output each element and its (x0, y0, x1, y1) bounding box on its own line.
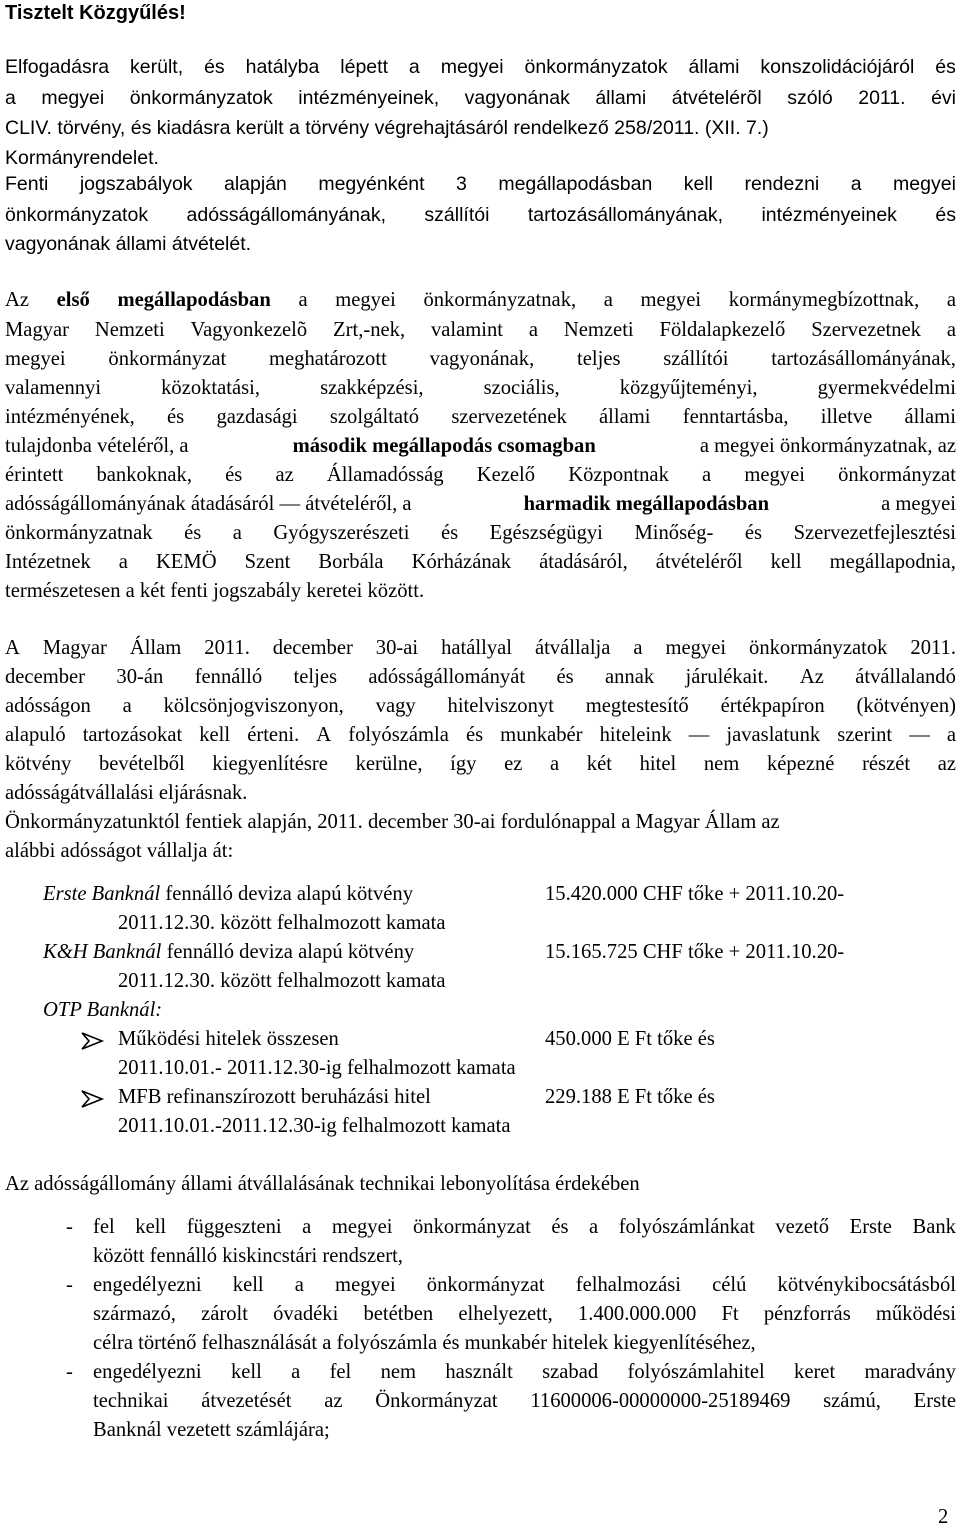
word: szakképzési, (320, 377, 424, 399)
word: A (5, 637, 20, 659)
word: adósságállományának, (186, 204, 386, 226)
word: Vagyonkezelõ (190, 319, 308, 341)
word: szállítói (663, 348, 729, 370)
word: az (275, 464, 294, 486)
word: és (441, 522, 459, 544)
intro-line-6 (5, 204, 956, 227)
word: két (586, 753, 612, 775)
word: technikai (93, 1390, 169, 1412)
word: vagyonának (464, 87, 570, 109)
word: Magyar (42, 637, 107, 659)
intro-line-4: Kormányrendelet. (5, 147, 159, 169)
word: ez (504, 753, 523, 775)
word: kell (770, 551, 802, 573)
word: szervezetének (451, 406, 567, 428)
p3-line-3 (5, 695, 956, 718)
p4-b3-line-3: Banknál vezetett számlájára; (93, 1419, 330, 1441)
word: önkormányzat (426, 1274, 545, 1296)
debt-erste-amount: 15.420.000 CHF tőke + 2011.10.20- (545, 883, 845, 905)
word: december (272, 637, 353, 659)
word: kölcsönjogviszonyon, (163, 695, 344, 717)
word: megyei (893, 173, 956, 195)
word: fenntartásba, (682, 406, 789, 428)
word: átadásáról, (539, 551, 628, 573)
word: annak (605, 666, 655, 688)
word: érteni. (247, 724, 300, 746)
word: a (850, 173, 862, 195)
word: képezné (766, 753, 835, 775)
word: működési (875, 1303, 956, 1325)
p2-line-1: Az első megállapodásban a megyei önkormányzatnak, a megyei kormánymegbízottnak, a (5, 289, 956, 311)
p3-line-7: Önkormányzatunktól fentiek alapján, 2011. december 30-ai fordulónappal a Magyar Állam az (5, 811, 780, 833)
word: értékpapíron (720, 695, 825, 717)
word: megállapodásban (498, 173, 653, 195)
word: érintett (5, 464, 64, 486)
word: kötvénykibocsátásból (777, 1274, 956, 1296)
word: 2011. (858, 87, 906, 109)
word: Államadósság (326, 464, 444, 486)
word: Nemzeti (563, 319, 634, 341)
word: folyószámla (348, 724, 449, 746)
word: és (744, 522, 763, 544)
word: a (5, 87, 16, 109)
word: a (603, 289, 613, 311)
word: a (302, 1216, 312, 1238)
word: kell (232, 1274, 264, 1296)
word: megyei (640, 289, 702, 311)
word: felhalmozási (575, 1274, 681, 1296)
dash-bullet: - (66, 1274, 73, 1296)
debt-otp-1: Működési hitelek összesen (118, 1028, 339, 1050)
word: munkabér (500, 724, 583, 746)
word: Fenti (5, 173, 49, 195)
word: rendezni (744, 173, 820, 195)
word: célú (712, 1274, 747, 1296)
word: önkormányzatnak (5, 522, 153, 544)
word: engedélyezni (93, 1274, 202, 1296)
word: Ft (721, 1303, 739, 1325)
word: a (550, 753, 560, 775)
word: kötvény (5, 753, 72, 775)
word: szállítói (424, 204, 490, 226)
arrow-bullet-icon (80, 1089, 106, 1109)
word: szociális, (483, 377, 560, 399)
word: hitelviszonyt (447, 695, 554, 717)
word: került, (130, 56, 184, 78)
intro-line-3: CLIV. törvény, és kiadásra került a törvény végrehajtásáról rendelkező 258/2011. (XII. 7.) (5, 117, 769, 139)
word: Zrt,-nek, (333, 319, 406, 341)
word: önkormányzatok (524, 56, 668, 78)
intro-line-2 (5, 87, 956, 110)
word: fennálló (194, 666, 263, 688)
word: zárolt (201, 1303, 248, 1325)
word: önkormányzatok (749, 637, 888, 659)
word: évi (931, 87, 956, 109)
word: állami (595, 87, 647, 109)
word: megyei (440, 56, 504, 78)
p2-line-4 (5, 377, 956, 400)
debt-kh-cont: 2011.12.30. között felhalmozott kamata (118, 970, 446, 992)
p2-line-9 (5, 522, 956, 545)
word: Intézetnek (5, 551, 91, 573)
word: Minőség- (634, 522, 714, 544)
word: az (937, 753, 956, 775)
debt-otp-1-amount: 450.000 E Ft tőke és (545, 1028, 715, 1050)
word: vezető (775, 1216, 830, 1238)
word: a (294, 1274, 304, 1296)
debt-kh: K&H Banknál fennálló deviza alapú kötvény (43, 941, 415, 963)
word: december (5, 666, 86, 688)
p3-line-2 (5, 666, 956, 689)
word: és (225, 464, 243, 486)
p4-b1-line-1 (93, 1216, 956, 1239)
word: kerülne, (355, 753, 423, 775)
word: gyermekvédelmi (817, 377, 956, 399)
word: hiteleink (599, 724, 672, 746)
p4-b3-line-2 (93, 1390, 956, 1413)
word: maradvány (864, 1361, 956, 1383)
word: tartozásállományának, (771, 348, 956, 370)
word: kell (199, 724, 231, 746)
word: valamennyi (5, 377, 102, 399)
word: és (167, 406, 185, 428)
debt-kh-amount: 15.165.725 CHF tőke + 2011.10.20- (545, 941, 845, 963)
word: közoktatási, (161, 377, 261, 399)
word: önkormányzat (108, 348, 227, 370)
word: megyénként (318, 173, 425, 195)
p3-line-8: alábbi adósságot vállalja át: (5, 840, 234, 862)
word: átvezetését (201, 1390, 292, 1412)
word: hatállyal (441, 637, 512, 659)
word: bevételből (99, 753, 185, 775)
p4-b2-line-3: célra történő felhasználását a folyószámla és munkabér hitelek kiegyenlítéséhez, (93, 1332, 756, 1354)
word: 2011. (910, 637, 956, 659)
word: a (633, 637, 643, 659)
word: megállapodnia, (829, 551, 956, 573)
word: átvállalja (534, 637, 611, 659)
p2-line-3 (5, 348, 956, 371)
word: A (316, 724, 332, 746)
dash-bullet: - (66, 1216, 73, 1238)
word: elhelyezett, (458, 1303, 553, 1325)
debt-erste-cont: 2011.12.30. között felhalmozott kamata (118, 912, 446, 934)
word: Kezelő (476, 464, 536, 486)
word: kell (135, 1216, 167, 1238)
word: megyei (335, 289, 396, 311)
word: önkormányzat (838, 464, 956, 486)
p4-b2-line-2 (93, 1303, 956, 1326)
word: megyei (665, 637, 727, 659)
word: önkormányzatnak, (423, 289, 577, 311)
word: átvételérõl (671, 87, 762, 109)
word: Elfogadásra (5, 56, 110, 78)
page-number: 2 (938, 1506, 949, 1528)
word: adósságállományát (368, 666, 526, 688)
p2-line-7 (5, 464, 956, 487)
intro-line-5 (5, 173, 956, 196)
word: átvállalandó (855, 666, 956, 688)
word: és (551, 1216, 569, 1238)
word: hatályba (245, 56, 320, 78)
word: pénzforrás (763, 1303, 851, 1325)
word: így (450, 753, 477, 775)
word: gazdasági (216, 406, 298, 428)
word: alapuló (5, 724, 66, 746)
word: Az (799, 666, 824, 688)
debt-otp-heading: OTP Banknál: (43, 999, 163, 1021)
word: intézményének, (5, 406, 135, 428)
word: szóló (787, 87, 833, 109)
p3-line-6: adósságátvállalási eljárásnak. (5, 782, 248, 804)
word: intézményeinek, (298, 87, 440, 109)
word: átvételéről (655, 551, 743, 573)
word: és (935, 204, 956, 226)
word: a (232, 522, 242, 544)
debt-otp-1-cont: 2011.10.01.- 2011.12.30-ig felhalmozott kamata (118, 1057, 516, 1079)
word: vagyonának, (429, 348, 535, 370)
word: Szervezetnek (811, 319, 921, 341)
word: állami (904, 406, 956, 428)
p4-b1-line-2: között fennálló kiskincstári rendszert, (93, 1245, 403, 1267)
dash-bullet: - (66, 1361, 73, 1383)
word: származó, (93, 1303, 176, 1325)
p3-line-4 (5, 724, 956, 747)
p2-line-11: természetesen a két fenti jogszabály keretei között. (5, 580, 425, 602)
word: KEMÖ (155, 551, 217, 573)
word: részét (862, 753, 911, 775)
p2-line-8: adósságállományának átadásáról — átvételéről, a harmadik megállapodásban a megyei (5, 493, 956, 515)
word: folyószámlánkat (618, 1216, 755, 1238)
word: a (408, 56, 420, 78)
word: megyei (744, 464, 805, 486)
word: engedélyezni (93, 1361, 202, 1383)
debt-otp-2-cont: 2011.10.01.-2011.12.30-ig felhalmozott kamata (118, 1115, 511, 1137)
word: Bank (912, 1216, 956, 1238)
word: Központnak (568, 464, 669, 486)
word: Állam (129, 637, 182, 659)
word: folyószámlahitel (627, 1361, 765, 1383)
word: javaslatunk (726, 724, 821, 746)
word: a (946, 319, 956, 341)
p2-line-10 (5, 551, 956, 574)
p3-line-5 (5, 753, 956, 776)
word: közgyűjteményi, (619, 377, 758, 399)
word: Önkormányzat (375, 1390, 498, 1412)
word: önkormányzat (412, 1216, 531, 1238)
word: és (556, 666, 574, 688)
word: Nemzeti (94, 319, 165, 341)
word: 2011. (204, 637, 250, 659)
word: állami (688, 56, 740, 78)
p2-line-6: tulajdonba vételéről, a második megállapodás csomagban a megyei önkormányzatnak, az (5, 435, 956, 457)
p3-line-1 (5, 637, 956, 660)
word: nem (380, 1361, 417, 1383)
word: teljes (577, 348, 621, 370)
word: — (688, 724, 710, 746)
word: jogszabályok (79, 173, 193, 195)
p2-line-5 (5, 406, 956, 429)
word: vagy (375, 695, 416, 717)
word: tartozásállományának, (527, 204, 723, 226)
word: járulékait. (685, 666, 769, 688)
word: a (946, 724, 956, 746)
word: 11600006-00000000-25189469 (530, 1390, 791, 1412)
word: a (702, 464, 712, 486)
word: önkormányzatok (129, 87, 273, 109)
intro-line-7: vagyonának állami átvételét. (5, 233, 252, 255)
debt-otp-2-amount: 229.188 E Ft tőke és (545, 1086, 715, 1108)
word: megyei (331, 1216, 393, 1238)
word: és (935, 56, 956, 78)
word: megtestesítő (585, 695, 689, 717)
word: lépett (340, 56, 388, 78)
word: fel (329, 1361, 352, 1383)
word: teljes (293, 666, 338, 688)
word: Szent (244, 551, 291, 573)
p4-heading: Az adósságállomány állami átvállalásának technikai lebonyolítása érdekében (5, 1173, 640, 1195)
word: függeszteni (186, 1216, 282, 1238)
word: szerint (837, 724, 893, 746)
word: a (118, 551, 128, 573)
word: a (589, 1216, 599, 1238)
word: Magyar (5, 319, 70, 341)
word: a (528, 319, 539, 341)
word: Szervezetfejlesztési (793, 522, 956, 544)
word: szabad (542, 1361, 599, 1383)
word: bankoknak, (96, 464, 192, 486)
word: fel (93, 1216, 115, 1238)
word: illetve (820, 406, 873, 428)
word: kell (230, 1361, 262, 1383)
word: Gyógyszerészeti (273, 522, 410, 544)
debt-otp-2: MFB refinanszírozott beruházási hitel (118, 1086, 431, 1108)
word: adósságon (5, 695, 91, 717)
word: tartozásokat (82, 724, 183, 746)
word: 30-án (116, 666, 164, 688)
word: — (909, 724, 930, 746)
word: Kórházának (411, 551, 512, 573)
word: (kötvényen) (856, 695, 956, 717)
page-title: Tisztelt Közgyűlés! (5, 2, 186, 24)
word: állami (599, 406, 651, 428)
word: 30-ai (375, 637, 419, 659)
word: Erste (849, 1216, 892, 1238)
p4-b3-line-1 (93, 1361, 956, 1384)
word: kiegyenlítésre (212, 753, 328, 775)
word: megyei (41, 87, 105, 109)
word: intézményeinek (761, 204, 897, 226)
word: hitel (639, 753, 677, 775)
word: a (291, 1361, 301, 1383)
word: szolgáltató (329, 406, 420, 428)
word: Földalapkezelő (659, 319, 786, 341)
word: nem (703, 753, 740, 775)
word: használt (445, 1361, 513, 1383)
word: óvadéki (273, 1303, 339, 1325)
word: alapján (224, 173, 287, 195)
word: kell (683, 173, 714, 195)
word: kormánymegbízottnak, (728, 289, 920, 311)
word: számú, (823, 1390, 881, 1412)
debt-erste: Erste Banknál fennálló deviza alapú kötvény (43, 883, 414, 905)
word: az (324, 1390, 343, 1412)
word: megyei (335, 1274, 396, 1296)
word: önkormányzatok (5, 204, 149, 226)
p4-b2-line-1 (93, 1274, 956, 1297)
word: meghatározott (269, 348, 387, 370)
word: Borbála (318, 551, 384, 573)
word: konszolidációjáról (760, 56, 915, 78)
word: 1.400.000.000 (577, 1303, 697, 1325)
word: megyei (5, 348, 66, 370)
word: keret (794, 1361, 836, 1383)
arrow-bullet-icon (80, 1031, 106, 1051)
word: a (298, 289, 308, 311)
word: valamint (430, 319, 504, 341)
word: a (122, 695, 132, 717)
word: és (204, 56, 225, 78)
word: a (946, 289, 956, 311)
intro-line-1 (5, 56, 956, 79)
p2-line-2 (5, 319, 956, 342)
word: Egészségügyi (489, 522, 603, 544)
word: és (184, 522, 202, 544)
word: Erste (913, 1390, 956, 1412)
word: betétben (363, 1303, 434, 1325)
word: 3 (456, 173, 467, 195)
word: és (465, 724, 484, 746)
